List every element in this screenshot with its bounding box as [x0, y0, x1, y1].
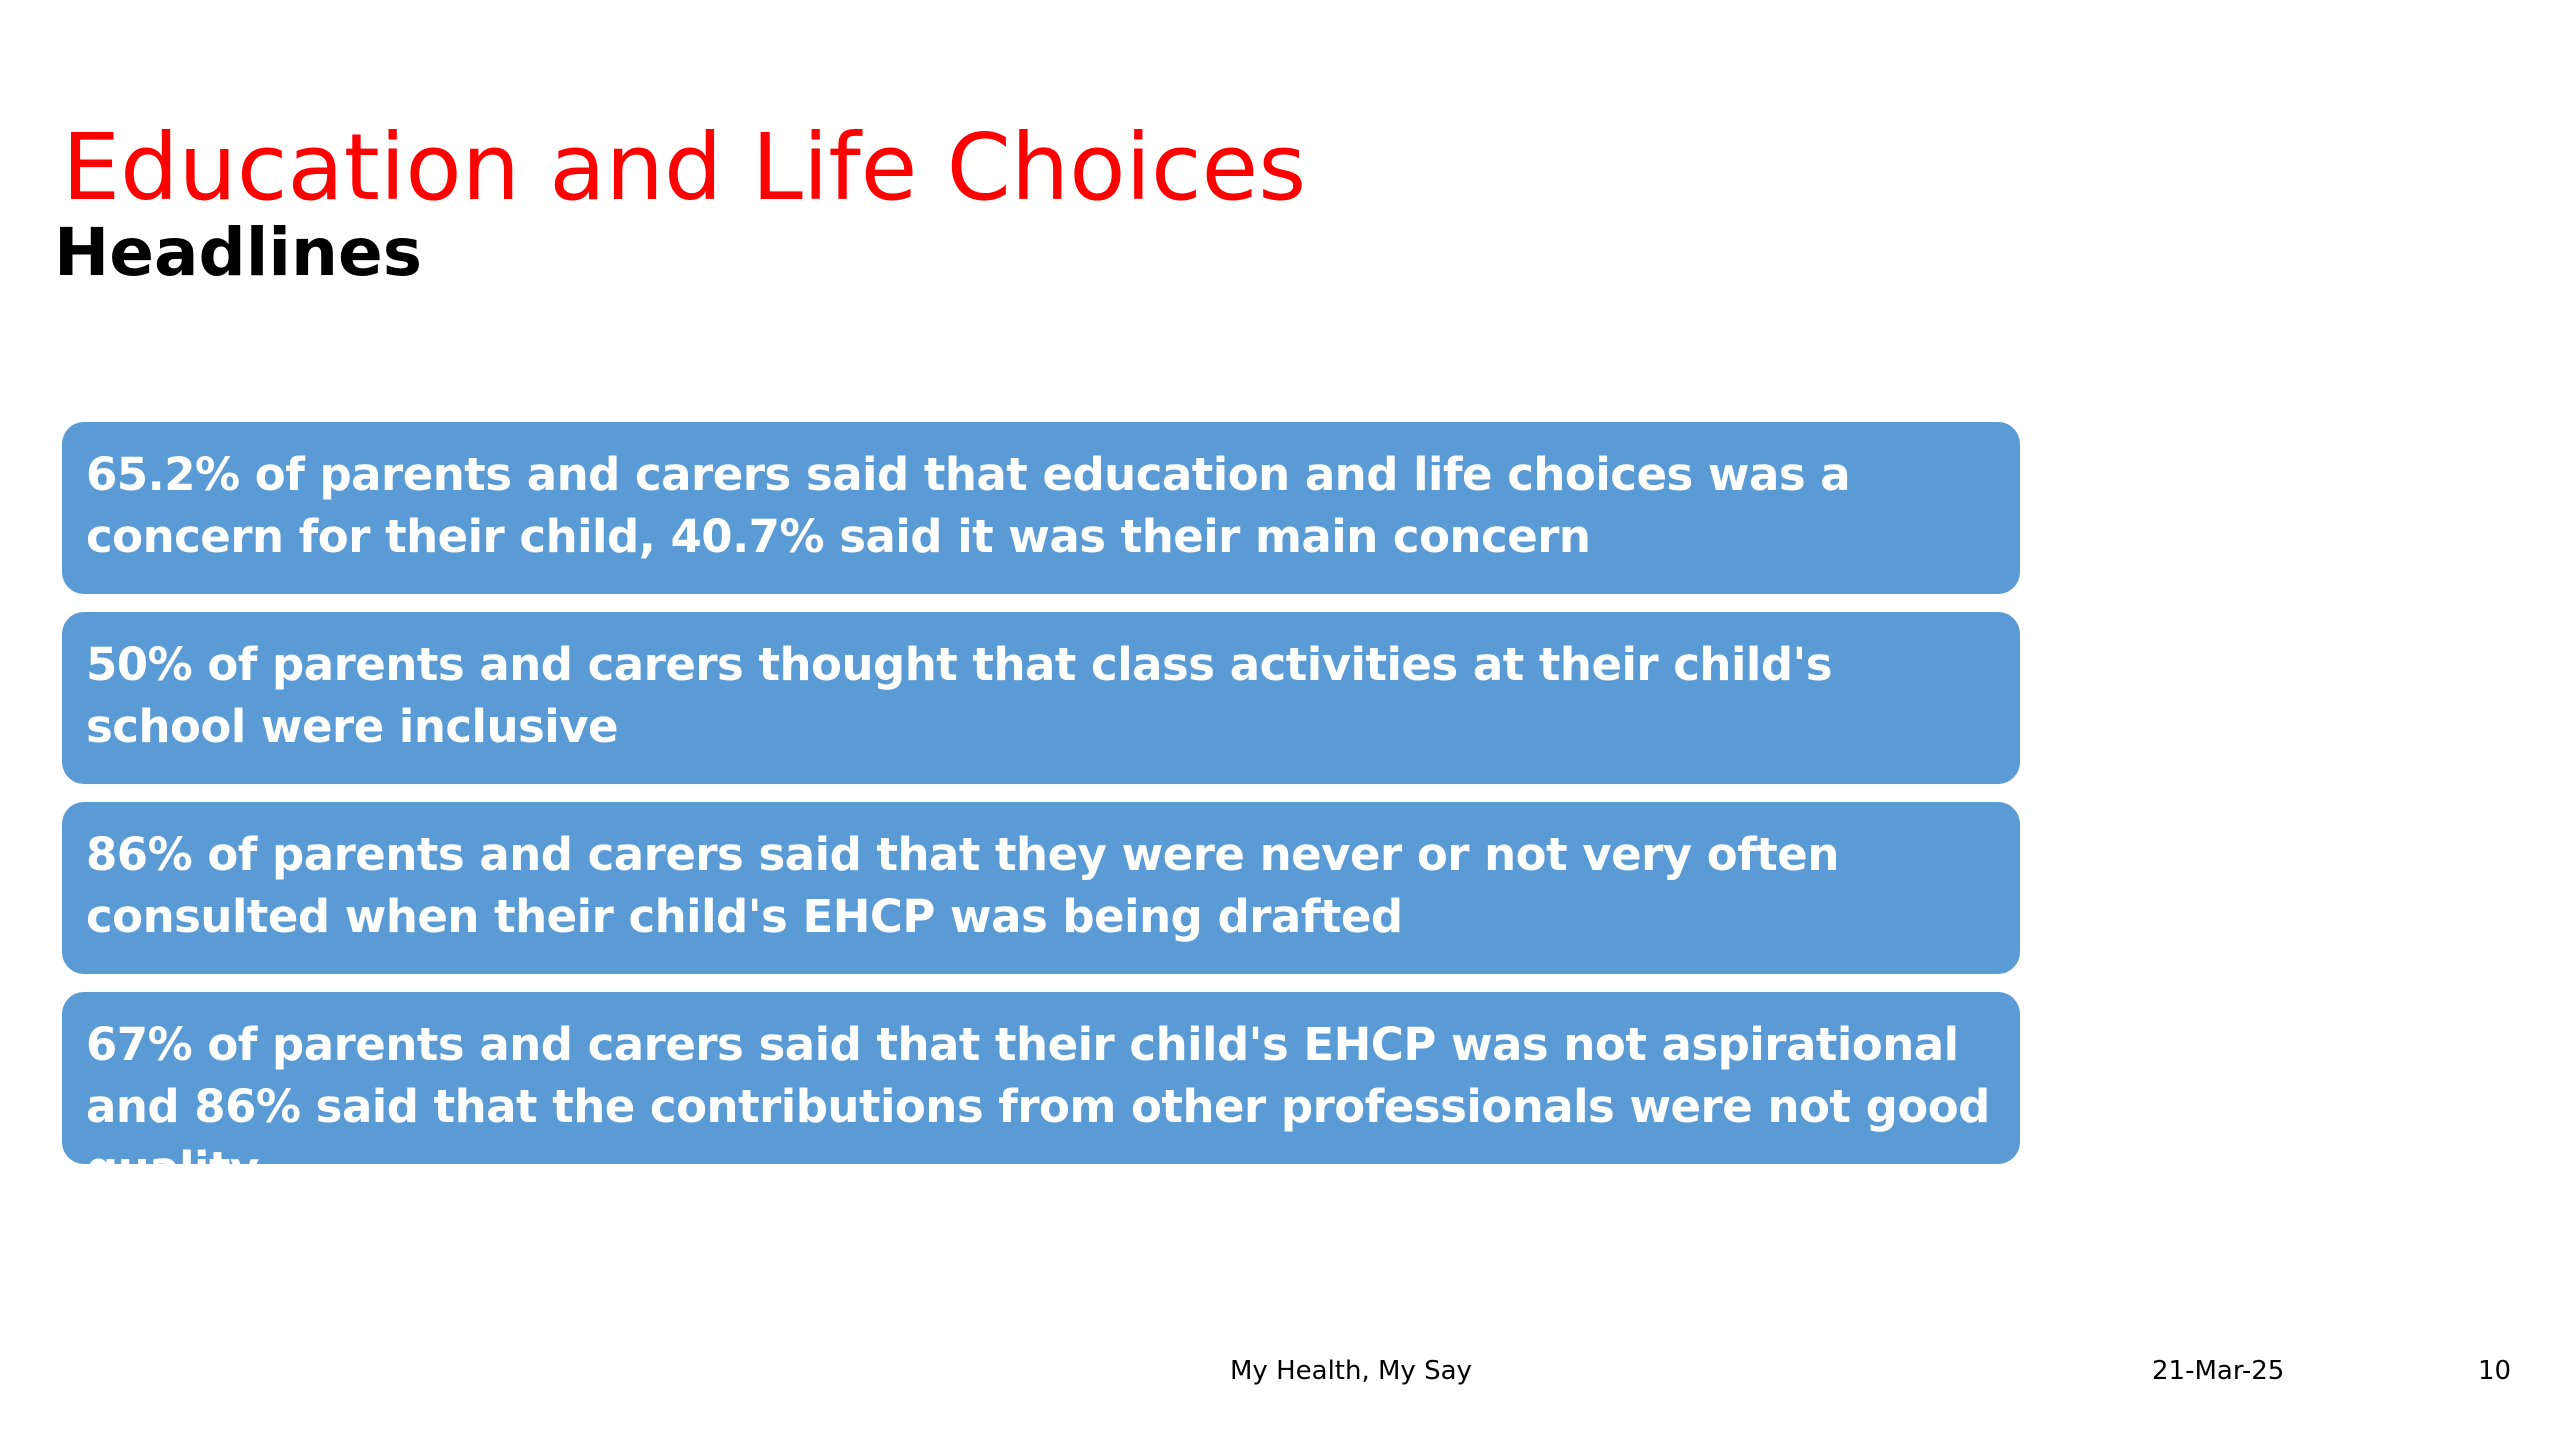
slide-title: Education and Life Choices — [62, 114, 1307, 221]
headline-box-4: 67% of parents and carers said that their child's EHCP was not aspirational and 86% said that the contributions from other professionals were not good quality — [62, 992, 2020, 1164]
footer-text: My Health, My Say — [1230, 1356, 1472, 1386]
page-number: 10 — [2478, 1356, 2512, 1386]
slide-subtitle: Headlines — [54, 214, 423, 291]
headline-box-1: 65.2% of parents and carers said that education and life choices was a concern for their child, 40.7% said it was their main concern — [62, 422, 2020, 594]
headline-box-2: 50% of parents and carers thought that class activities at their child's school were inclusive — [62, 612, 2020, 784]
footer-date: 21-Mar-25 — [2152, 1356, 2285, 1386]
headlines-list — [62, 422, 2020, 1195]
headline-box-3: 86% of parents and carers said that they were never or not very often consulted when their child's EHCP was being drafted — [62, 802, 2020, 974]
